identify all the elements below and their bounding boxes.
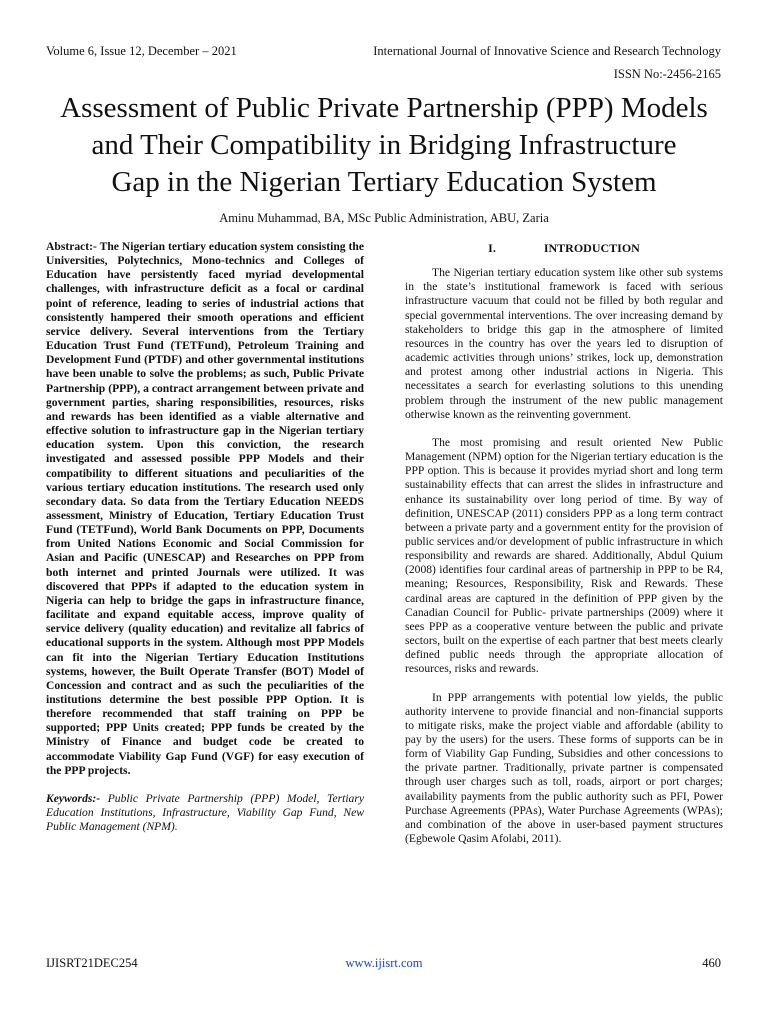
title-line: Gap in the Nigerian Tertiary Education System (111, 166, 657, 198)
paper-title (30, 90, 738, 201)
right-column (405, 240, 723, 860)
journal-url-link[interactable]: www.ijisrt.com (345, 956, 423, 970)
section-number: I. (488, 241, 496, 255)
intro-paragraph-3: In PPP arrangements with potential low yields, the public authority intervene to provide financial and non-financial supports to mitigate risks, make the project viable and affordable (ability to pay by the users) for the users. These forms of supports can be in form of Viability Gap Funding, Subsidies and other concessions to the private partner. Traditionally, private partner is compensated through user charges such as toll, roads, airport or port charges; availability payments from the public authority such as PFI, Power Purchase Agreements (PPAs), Water Purchase Agreements (WPAs); and combination of the above in user-based payment structures (Egbewole Qasim Afolabi, 2011). (405, 690, 723, 846)
intro-paragraph-1: The Nigerian tertiary education system like other sub systems in the state’s institutional framework is faced with serious infrastructure vacuum that could not be filled by both regular and special governmental interventions. The over increasing demand by stakeholders to bridge this gap in the atmosphere of limited resources in the country has over the years led to disruption of academic activities through unions’ strikes, lock up, demonstration and protest among other industrial actions in Nigeria. This necessitates a search for everlasting solutions to this unending problem through the instrument of the new public management otherwise known as the reinventing government. (405, 266, 723, 421)
paper-code: IJISRT21DEC254 (46, 956, 138, 970)
title-line: and Their Compatibility in Bridging Infrastructure (91, 129, 677, 161)
journal-name: International Journal of Innovative Science and Research Technology (373, 44, 721, 58)
author-line: Aminu Muhammad, BA, MSc Public Administration, ABU, Zaria (219, 211, 549, 225)
keywords-text: Public Private Partnership (PPP) Model, Tertiary Education Institutions, Infrastructure, Viability Gap Fund, New Public Management (NPM). (46, 791, 364, 834)
abstract: Abstract:- The Nigerian tertiary education system consisting the Universities, Polytechnics, Mono-technics and Colleges of Education have persistently faced myriad developmental challenges, with infrastructure deficit as a focal or cardinal point of reference, leading to series of industrial actions that consistently hampered their smooth operations and efficient service delivery. Several interventions from the Tertiary Education Trust Fund (TETFund), Petroleum Training and Development Fund (PTDF) and other governmental institutions have been unable to solve the problems; as such, Public Private Partnership (PPP), a contract arrangement between private and government parties, sharing responsibilities, resources, risks and rewards has been identified as a viable alternative and effective solution to infrastructure gap in the Nigerian tertiary education system. Upon this conviction, the research investigated and assessed possible PPP Models and their compatibility to different situations and peculiarities of the various tertiary education institutions. The research used only secondary data. So data from the Tertiary Education NEEDS assessment, Ministry of Education, Tertiary Education Trust Fund (TETFund), World Bank Documents on PPP, Documents from United Nations Economic and Social Commission for Asian and Pacific (UNESCAP) and Researches on PPP from both internet and printed Journals were utilized. It was discovered that PPPs if adapted to the education system in Nigeria can help to bridge the gaps in infrastructure finance, facilitate and expand equitable access, improve quality of service delivery (quality education) and revitalize all fabrics of educational supports in the system. Although most PPP Models can fit into the Nigerian Tertiary Education Institutions systems, however, the Built Operate Transfer (BOT) Model of Concession and contract and as such the peculiarities of the institutions determine the best possible PPP Option. It is therefore recommended that staff training on PPP be supported; PPP Units created; PPP funds be created by the Ministry of Finance and budget code be created to accommodate Viability Gap Fund (VGF) for easy execution of the PPP projects. (46, 240, 364, 777)
keywords-label: Keywords:- (46, 791, 101, 805)
volume-issue: Volume 6, Issue 12, December – 2021 (46, 44, 237, 58)
left-column (46, 240, 364, 834)
page-number: 460 (702, 956, 721, 970)
keywords (46, 792, 364, 834)
section-heading (405, 241, 723, 255)
title-line: Assessment of Public Private Partnership (PPP) Models (60, 92, 708, 124)
section-title: INTRODUCTION (543, 241, 640, 255)
intro-paragraph-2: The most promising and result oriented New Public Management (NPM) option for the Nigerian tertiary education is the PPP option. This is because it provides myriad short and long term sustainability effects that can arrest the slides in infrastructure and enhance its sustainability over long period of time. By way of definition, UNESCAP (2011) considers PPP as a long term contract between a private party and a government entity for the provision of public services and/or development of public infrastructure in which responsibility and rewards are shared. Additionally, Abdul Quium (2008) identifies four cardinal areas of partnership in PPP to be R4, meaning; Resources, Responsibility, Risk and Rewards. These cardinal areas are captured in the definition of PPP given by the Canadian Council for Public- private partnerships (2009) where it sees PPP as a cooperative venture between the public and private sectors, built on the expertise of each partner that best meets clearly defined public needs through the appropriate allocation of resources, risks and rewards. (405, 435, 723, 676)
issn: ISSN No:-2456-2165 (613, 67, 721, 81)
